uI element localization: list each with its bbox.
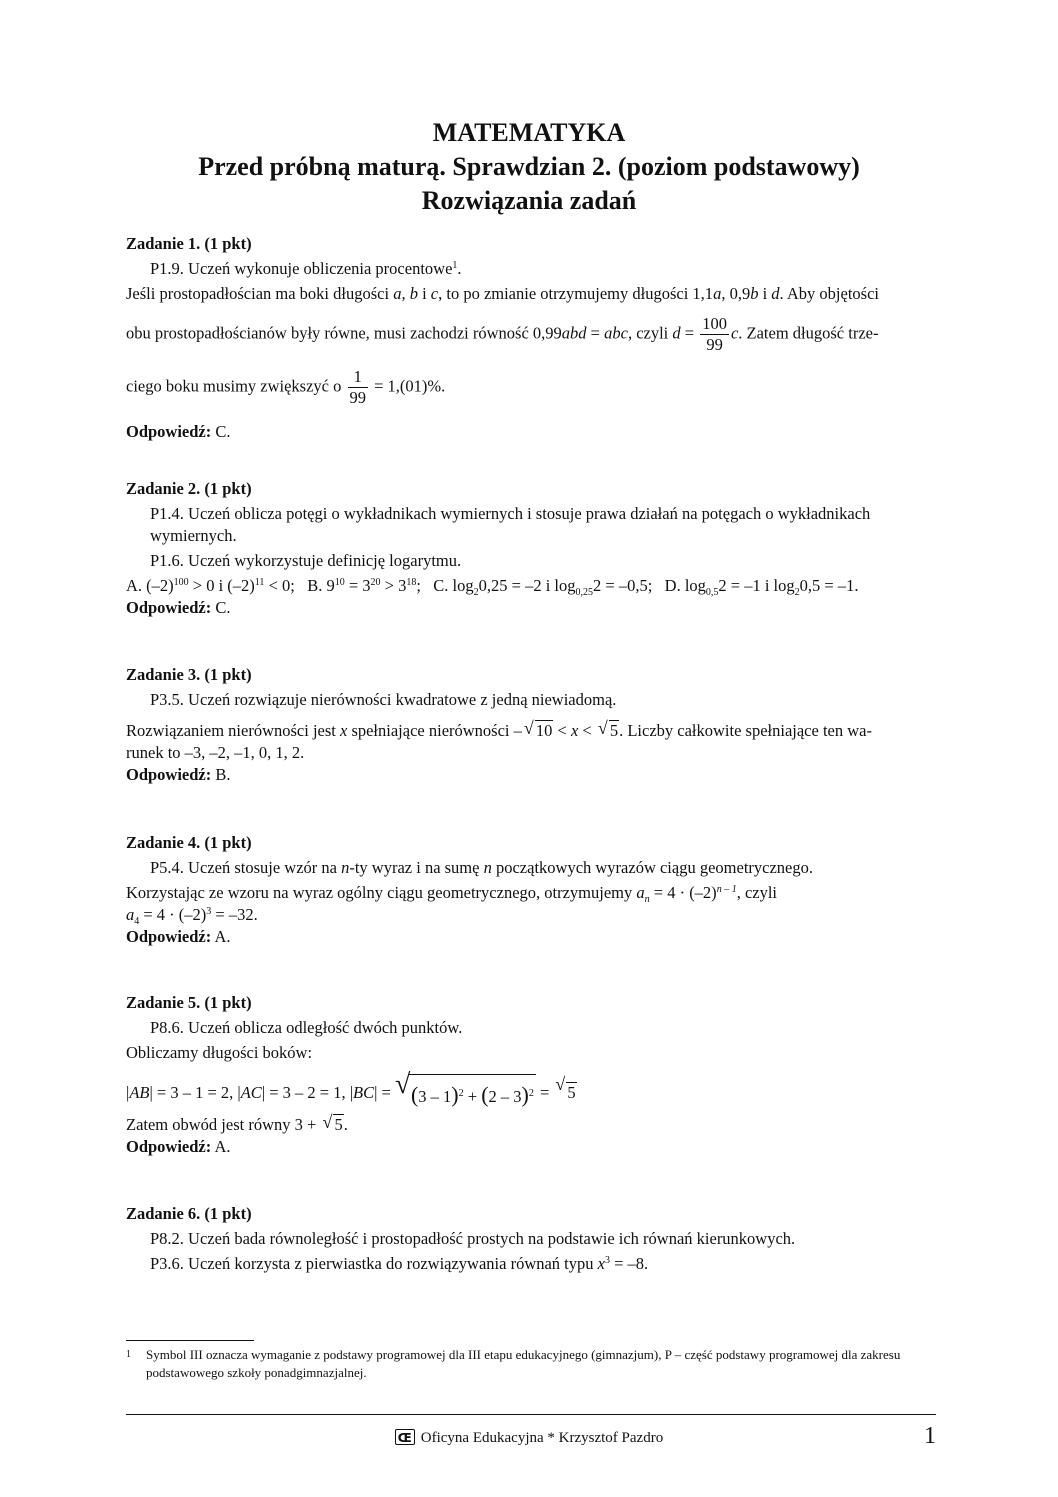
- task-heading: Zadanie 6. (1 pkt): [126, 1204, 252, 1223]
- task-heading: Zadanie 5. (1 pkt): [126, 993, 252, 1012]
- task-heading: Zadanie 3. (1 pkt): [126, 665, 252, 684]
- requirement: P8.2. Uczeń bada równoległość i prostopadłość prostych na podstawie ich równań kierunkowych.: [150, 1229, 796, 1248]
- square-root: √ (3 – 1)$^2$ + (2 – 3)$^2$: [395, 1074, 536, 1114]
- requirement: P1.4. Uczeń oblicza potęgi o wykładnikach wymiernych i stosuje prawa działań na potęgach o wykładnikach wymiernych.: [150, 504, 871, 545]
- formula: |AB| = 3 – 1 = 2, |AC| = 3 – 2 = 1, |BC| = √ (3 – 1)$^2$ + (2 – 3)$^2$ = √ 5: [126, 1074, 936, 1108]
- square-root: √ 10: [523, 718, 553, 740]
- requirement: P3.6. Uczeń korzysta z pierwiastka do rozwiązywania równań typu $x^3 = -8$.: [150, 1254, 649, 1273]
- page-footer: [0, 1428, 1058, 1448]
- task-4: [126, 832, 936, 948]
- requirement: P1.6. Uczeń wykorzystuje definicję logarytmu.: [150, 551, 462, 570]
- solution-text: A. $(-2)^{100} > 0$ i $(-2)^{11} < 0$; B. $9^{10} = 3^{20} > 3^{18}$; C. $\log_20,25 = -2$ i $\log_{0,25}2 = -0,5$; D. $\log_{0,5}2 = -1$ i $\log_20,5 = -1$.: [126, 576, 859, 598]
- doc-subtitle: Przed próbną maturą. Sprawdzian 2. (poziom podstawowy): [198, 152, 860, 181]
- requirement: P1.9. Uczeń wykonuje obliczenia procentowe$^1$.: [150, 259, 462, 278]
- task-6: [126, 1203, 936, 1275]
- doc-section-title: Rozwiązania zadań: [421, 186, 637, 215]
- footnote-mark: 1: [126, 1349, 131, 1360]
- fraction: $\frac{1}{99}$: [349, 367, 366, 407]
- task-1: [126, 233, 936, 443]
- footer-divider: [126, 1414, 936, 1415]
- square-root: √ 5: [322, 1112, 343, 1134]
- oe-logo-icon: Œ: [395, 1429, 415, 1445]
- doc-title: MATEMATYKA: [432, 118, 626, 147]
- square-root: √ 5: [555, 1073, 576, 1102]
- requirement: P5.4. Uczeń stosuje wzór na n-ty wyraz i na sumę n początkowych wyrazów ciągu geometrycznego.: [150, 858, 813, 877]
- answer: Odpowiedź: A.: [126, 1137, 231, 1156]
- answer: Odpowiedź: C.: [126, 598, 231, 617]
- answer: Odpowiedź: A.: [126, 927, 231, 946]
- task-heading: Zadanie 4. (1 pkt): [126, 833, 252, 852]
- answer: Odpowiedź: C.: [126, 422, 231, 441]
- footnote-text: Symbol III oznacza wymaganie z podstawy programowej dla III etapu edukacyjnego (gimnazjum), P – część podstawy programowej dla zakresu podstawowego szkoły ponadgimnazjalnej.: [146, 1347, 901, 1380]
- task-heading: Zadanie 2. (1 pkt): [126, 479, 252, 498]
- solution-text: Korzystając ze wzoru na wyraz ogólny ciągu geometrycznego, otrzymujemy $a_n = 4 \cdot (-2)^{n - 1}$, czyli: [126, 883, 778, 905]
- requirement: P3.5. Uczeń rozwiązuje nierówności kwadratowe z jedną niewiadomą.: [150, 690, 617, 709]
- solution-text: Jeśli prostopadłościan ma boki długości a, b i c, to po zmianie otrzymujemy długości 1,1a, 0,9b i d. Aby objętości: [126, 284, 879, 303]
- footnote: [126, 1346, 936, 1382]
- solution-text: obu prostopadłościanów były równe, musi zachodzi równość 0,99abd = abc, czyli d = $\frac{100}{99}$ c. Zatem długość trze-: [126, 314, 879, 354]
- solution-text: Obliczamy długości boków:: [126, 1043, 313, 1062]
- requirement: P8.6. Uczeń oblicza odległość dwóch punktów.: [150, 1018, 463, 1037]
- task-2: [126, 478, 936, 619]
- task-5: [126, 992, 936, 1158]
- page-number: 1: [924, 1423, 936, 1449]
- solution-text: Rozwiązaniem nierówności jest x spełniające nierówności – √ 10 < x < √ 5. Liczby całkowite spełniające ten wa-: [126, 718, 872, 740]
- solution-text: ciego boku musimy zwiększyć o $\frac{1}{99}$ = 1,(01)%.: [126, 367, 446, 407]
- publisher-name: Oficyna Edukacyjna * Krzysztof Pazdro: [420, 1430, 664, 1446]
- fraction: $\frac{100}{99}$: [702, 314, 727, 354]
- solution-text: runek to –3, –2, –1, 0, 1, 2.: [126, 743, 305, 762]
- task-3: [126, 664, 936, 786]
- square-root: √ 5: [597, 718, 619, 740]
- task-heading: Zadanie 1. (1 pkt): [126, 234, 252, 253]
- answer: Odpowiedź: B.: [126, 765, 231, 784]
- solution-text: $a_4 = 4 \cdot (-2)^3 = -32$.: [126, 905, 258, 927]
- solution-text: Zatem obwód jest równy 3 + √ 5.: [126, 1112, 348, 1134]
- footnote-divider: [126, 1340, 254, 1341]
